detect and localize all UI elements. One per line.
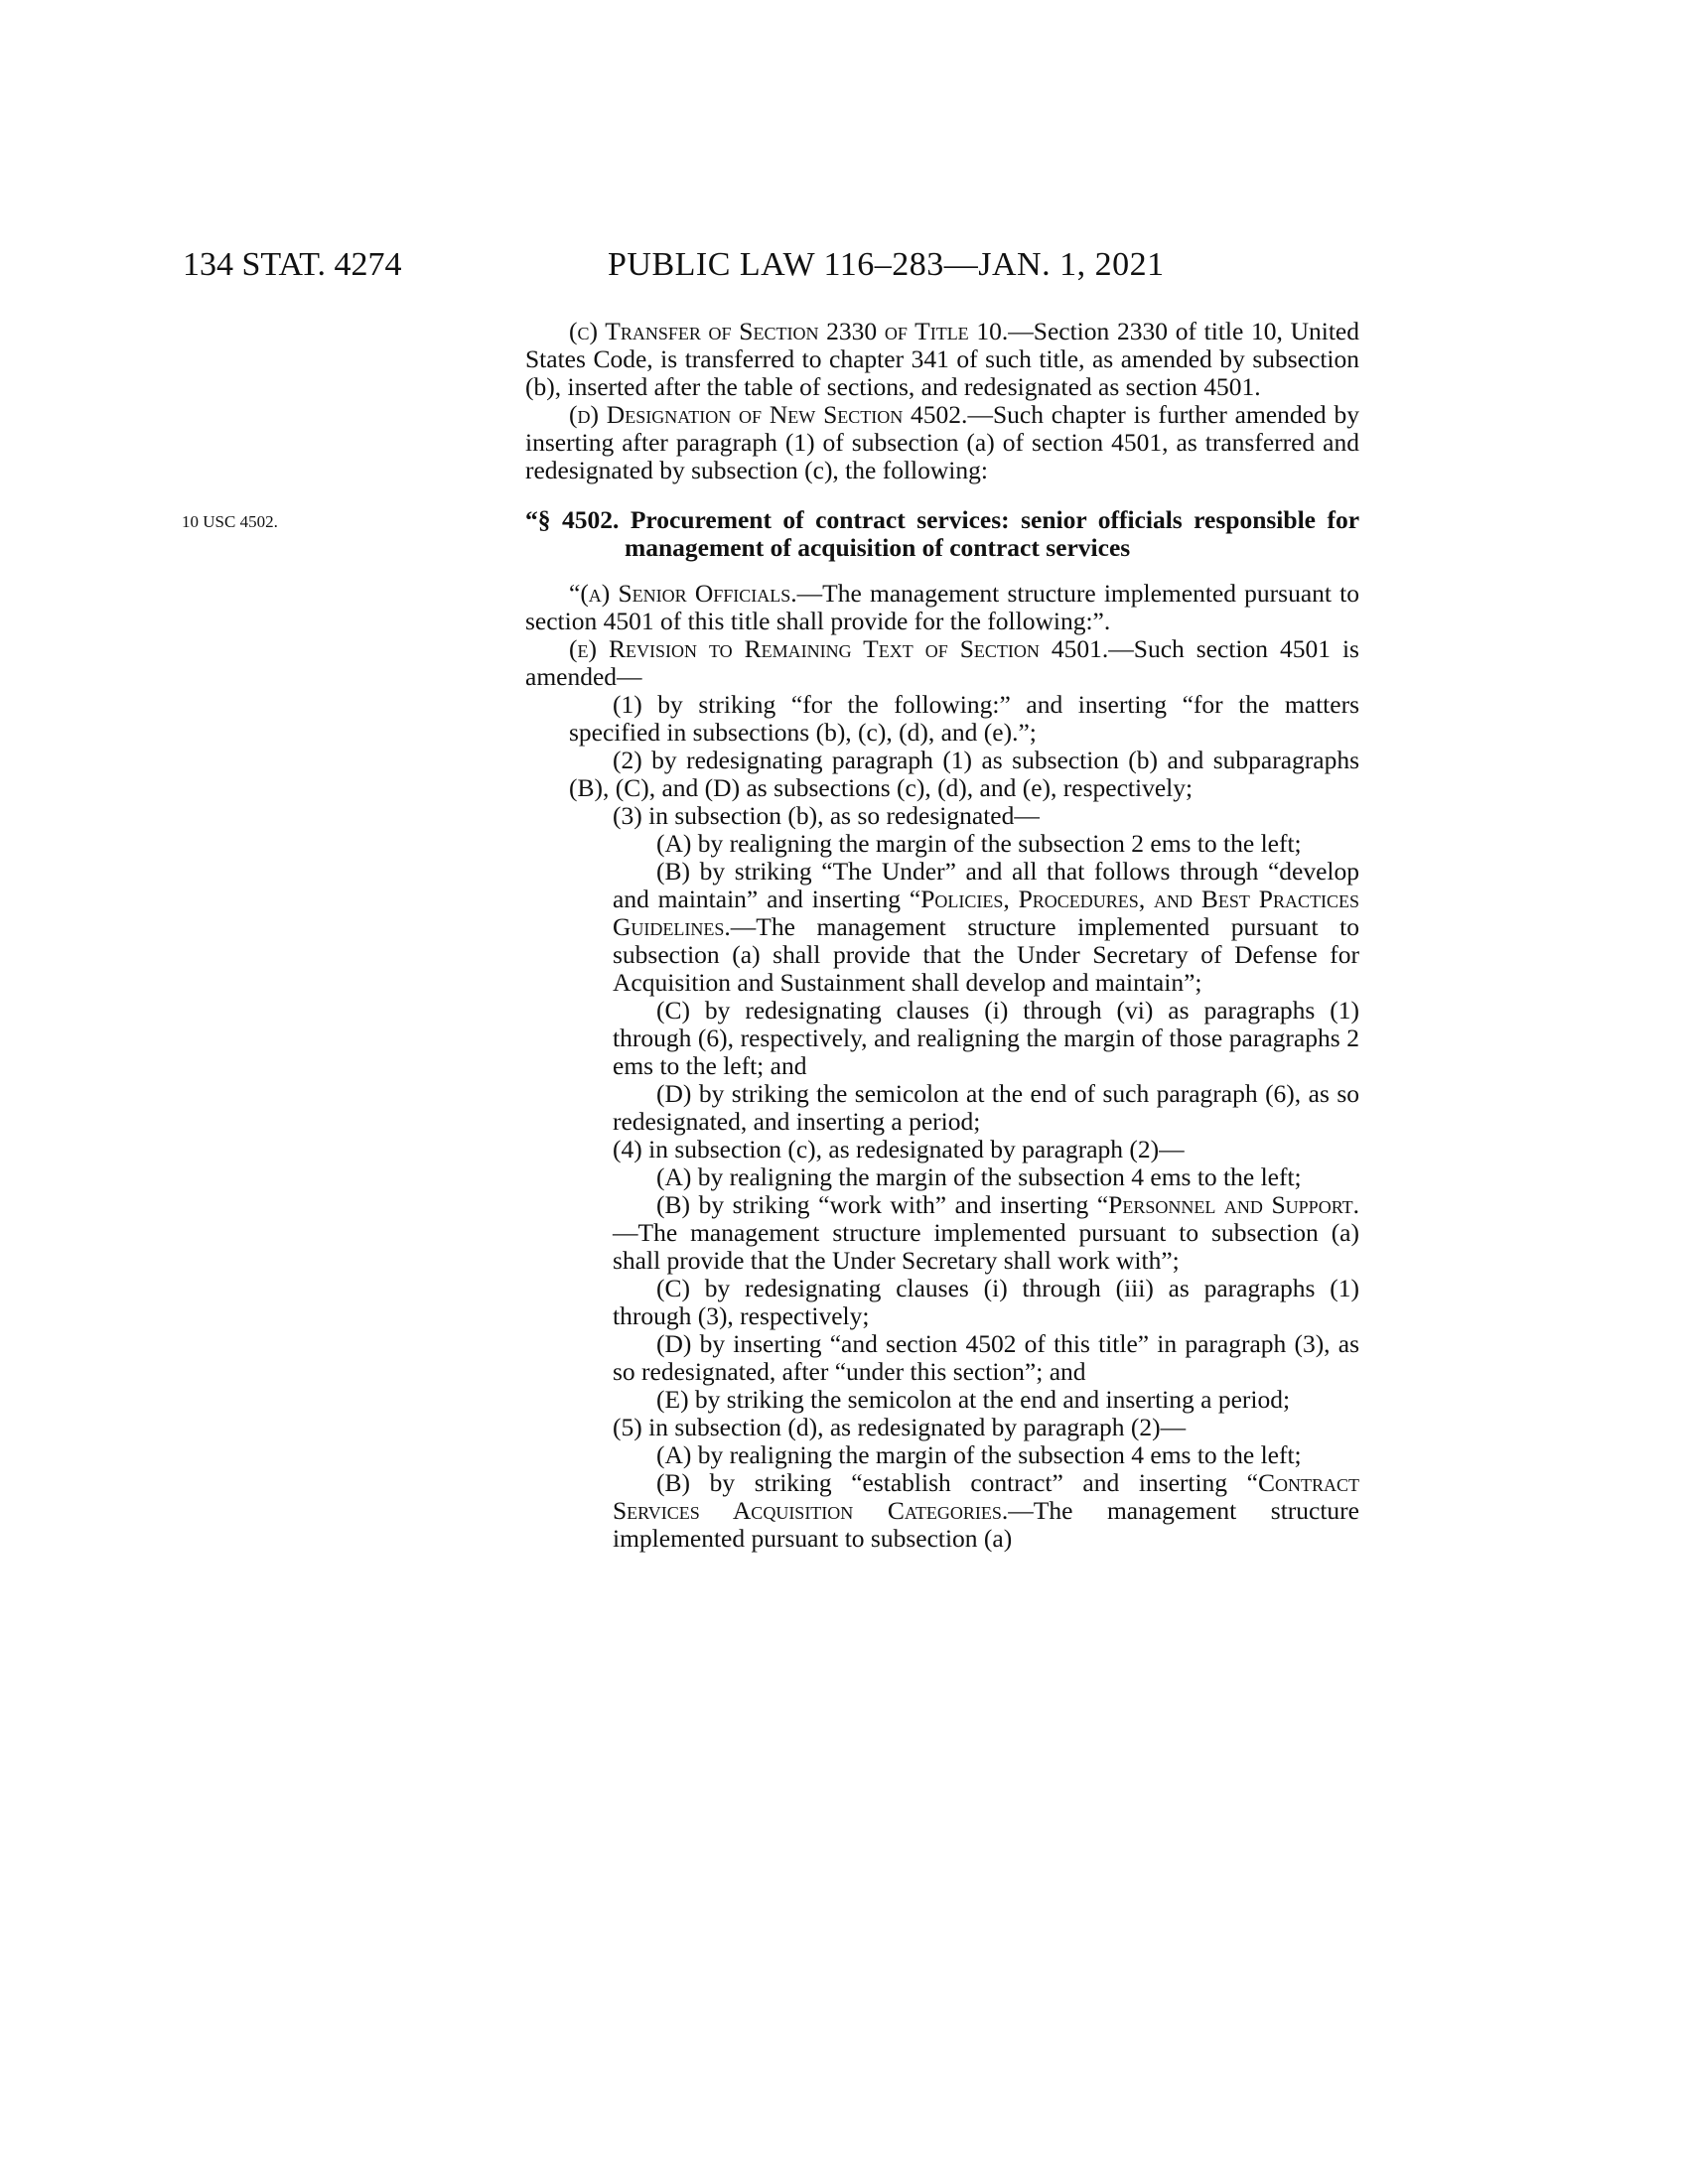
paragraph-e-text: —Such section 4501 is amended—	[525, 634, 1359, 691]
section-title: Procurement of contract services: senior officials responsible for management of acquisition of contract services	[625, 505, 1360, 562]
paragraph-a-heading: “(a) Senior Officials.	[569, 579, 797, 608]
paragraph-a-text: —The management structure implemented pursuant to section 4501 of this title shall provide for the following:”.	[525, 579, 1359, 635]
margin-citation: 10 USC 4502.	[182, 512, 278, 531]
paragraph-c	[525, 318, 1359, 401]
clause-e3b-heading: Policies, Procedures, and Best Practices Guidelines.	[613, 885, 1359, 941]
page-header	[0, 246, 1688, 296]
clause-e3b	[525, 858, 1359, 997]
clause-e3b-pre: (B) by striking “The Under” and all that follows through “develop and maintain” and inserting “	[613, 857, 1359, 913]
paragraph-d	[525, 401, 1359, 484]
clause-e5b-pre: (B) by striking “establish contract” and inserting “	[656, 1468, 1258, 1497]
stat-page-number: 134 STAT. 4274	[183, 246, 402, 283]
clause-e4d: (D) by inserting “and section 4502 of this title” in paragraph (3), as so redesignated, after “under this section”; and	[613, 1329, 1359, 1386]
clause-e3c: (C) by redesignating clauses (i) through (vi) as paragraphs (1) through (6), respectively, and realigning the margin of those paragraphs 2 ems to the left; and	[613, 996, 1359, 1080]
clause-e3b-post: —The management structure implemented pursuant to subsection (a) shall provide that the Under Secretary of Defense for Acquisition and Sustainment shall develop and maintain”;	[613, 912, 1359, 997]
paragraph-d-text: —Such chapter is further amended by inserting after paragraph (1) of subsection (a) of section 4501, as transferred and redesignated by subsection (c), the following:	[525, 400, 1359, 484]
clause-e5a: (A) by realigning the margin of the subsection 4 ems to the left;	[656, 1440, 1302, 1469]
document-body	[182, 317, 1360, 1553]
paragraph-d-heading: (d) Designation of New Section 4502.	[569, 400, 968, 429]
clause-e4a: (A) by realigning the margin of the subsection 4 ems to the left;	[656, 1162, 1302, 1191]
paragraph-c-text: —Section 2330 of title 10, United States Code, is transferred to chapter 341 of such title, as amended by subsection (b), inserted after the table of sections, and redesignated as section 4501.	[525, 317, 1359, 401]
clause-e5b	[525, 1469, 1359, 1553]
paragraph-a	[525, 580, 1359, 635]
section-4502-heading	[182, 505, 1360, 562]
clause-e3d: (D) by striking the semicolon at the end of such paragraph (6), as so redesignated, and inserting a period;	[613, 1079, 1359, 1136]
clause-e3: (3) in subsection (b), as so redesignated—	[613, 801, 1040, 830]
paragraph-e	[525, 635, 1359, 691]
clause-e4e: (E) by striking the semicolon at the end and inserting a period;	[656, 1385, 1291, 1414]
clause-e4b-heading: Personnel and Support.	[1108, 1190, 1359, 1219]
public-law-title: PUBLIC LAW 116–283—JAN. 1, 2021	[608, 246, 1165, 283]
paragraph-c-heading: (c) Transfer of Section 2330 of Title 10.	[569, 317, 1009, 345]
clause-e4b	[525, 1191, 1359, 1275]
clause-e5: (5) in subsection (d), as redesignated by paragraph (2)—	[613, 1413, 1187, 1441]
paragraph-e-heading: (e) Revision to Remaining Text of Section 4501.	[569, 634, 1109, 663]
clause-e5b-post: —The management structure implemented pursuant to subsection (a)	[613, 1496, 1359, 1553]
clause-e2: (2) by redesignating paragraph (1) as subsection (b) and subparagraphs (B), (C), and (D) as subsections (c), (d), and (e), respectively;	[569, 746, 1359, 802]
clause-e4b-pre: (B) by striking “work with” and inserting “	[656, 1190, 1109, 1219]
clause-e3a: (A) by realigning the margin of the subsection 2 ems to the left;	[656, 829, 1302, 858]
section-number: “§ 4502.	[525, 505, 620, 534]
clause-e4: (4) in subsection (c), as redesignated by paragraph (2)—	[613, 1135, 1185, 1163]
clause-e4c: (C) by redesignating clauses (i) through (iii) as paragraphs (1) through (3), respectively;	[613, 1274, 1359, 1330]
clause-e5b-heading: Contract Services Acquisition Categories.	[613, 1468, 1359, 1525]
clause-e1: (1) by striking “for the following:” and inserting “for the matters specified in subsections (b), (c), (d), and (e).”;	[569, 690, 1359, 747]
clause-e4b-post: —The management structure implemented pursuant to subsection (a) shall provide that the Under Secretary shall work with”;	[613, 1218, 1359, 1275]
